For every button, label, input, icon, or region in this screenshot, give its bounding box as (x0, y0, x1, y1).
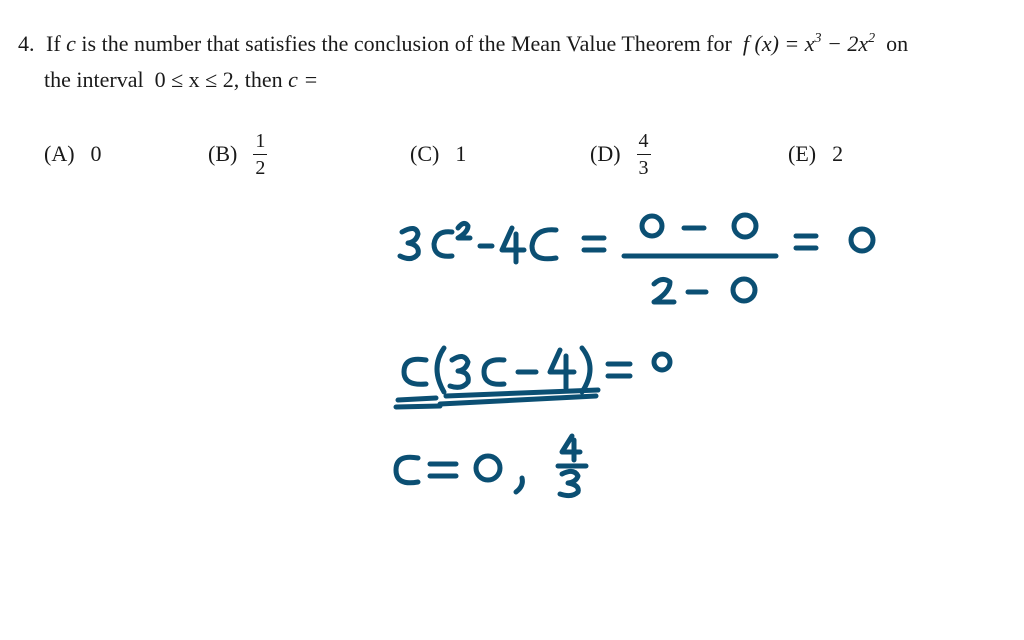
choice-e: (E) 2 (788, 141, 844, 166)
choice-b: (B) $\frac{1}{2}$ (208, 129, 266, 179)
choice-c: (C) 1 (410, 141, 467, 166)
function-expression: f $(x) = x^3 - 2x^2$ (742, 31, 876, 56)
choice-d: (D) $\frac{4}{3}$ (590, 129, 649, 179)
question-line-2: the interval 0 ≤ x ≤ 2, then c = (44, 67, 319, 92)
handwriting-line-2 (396, 348, 670, 407)
interval: 0 ≤ x ≤ 2, (154, 67, 240, 92)
question-number: 4. (18, 31, 35, 56)
fraction-four-thirds: $\frac{4}{3}$ (638, 129, 649, 179)
fraction-one-half: $\frac{1}{2}$ (255, 129, 266, 179)
handwriting-line-3 (396, 436, 586, 496)
choice-a: (A) 0 (44, 141, 102, 166)
question-line-1: 4. If c is the number that satisfies the conclusion of the Mean Value Theorem for f $(x) = x^3 - 2x^2$ on (18, 31, 909, 56)
handwriting-line-1 (400, 215, 873, 302)
